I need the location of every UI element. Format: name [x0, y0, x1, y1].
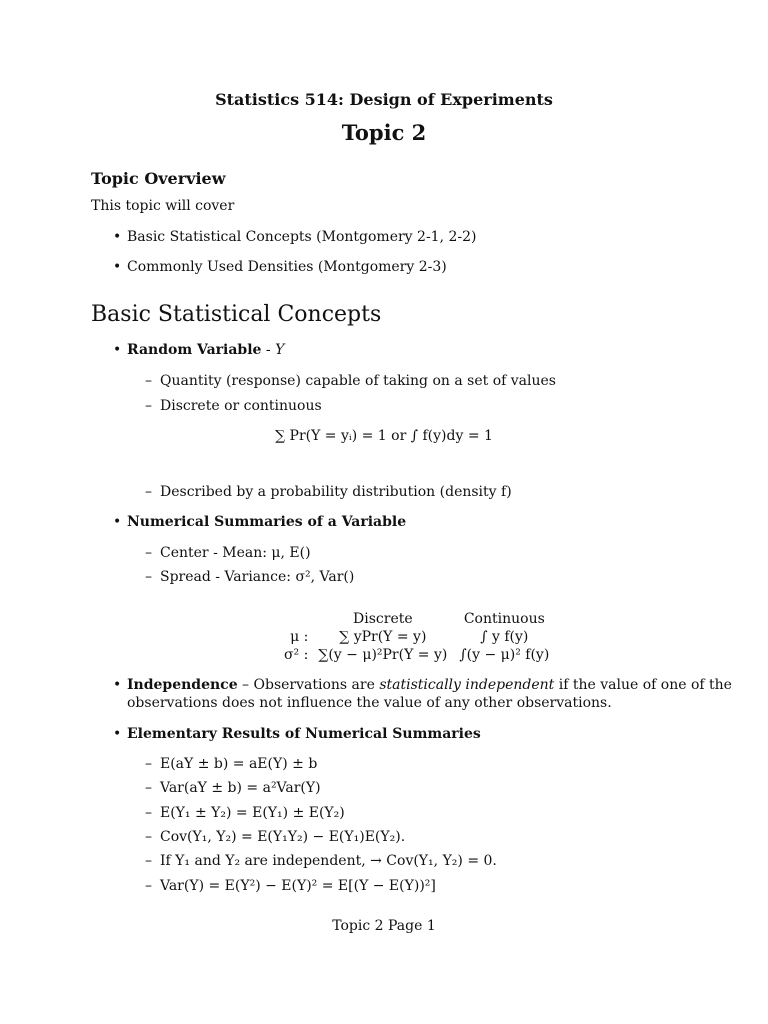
elementary-results-item	[127, 726, 481, 742]
rv-subitem: – Discrete or continuous	[160, 398, 322, 414]
independence-item	[127, 677, 732, 693]
numerical-summaries-label: Numerical Summaries of a Variable	[127, 514, 407, 530]
page-footer: Topic 2 Page 1	[332, 918, 436, 934]
table-row	[278, 610, 555, 628]
random-variable-item	[127, 342, 284, 358]
random-variable-sep: -	[261, 342, 276, 358]
elementary-result: – E(aY ± b) = aE(Y) ± b	[160, 756, 317, 772]
independence-label: Independence	[127, 677, 238, 693]
table-cell-empty	[278, 610, 312, 628]
independence-text-a: – Observations are	[237, 677, 380, 693]
row-label-mu: μ :	[290, 629, 309, 645]
summary-table	[278, 610, 555, 664]
section-heading: Basic Statistical Concepts	[91, 302, 382, 327]
course-title: Statistics 514: Design of Experiments	[215, 90, 553, 109]
col-header-continuous: Continuous	[463, 611, 545, 627]
random-variable-label: Random Variable	[127, 342, 262, 358]
overview-heading: Topic Overview	[91, 169, 226, 188]
table-row	[278, 628, 555, 646]
topic-title: Topic 2	[341, 120, 427, 145]
table-row	[278, 646, 555, 664]
row-label-sigma: σ² :	[284, 647, 309, 663]
elementary-results-label: Elementary Results of Numerical Summaries	[127, 726, 481, 742]
overview-intro: This topic will cover	[91, 198, 235, 214]
cell-mu-discrete: ∑ yPr(Y = y)	[339, 629, 427, 645]
elementary-result: – Var(aY ± b) = a²Var(Y)	[160, 780, 321, 796]
center-item: – Center - Mean: μ, E()	[160, 545, 311, 561]
cell-sigma-continuous: ∫(y − μ)² f(y)	[459, 647, 550, 663]
independence-line2: observations does not influence the value of any other observations.	[127, 695, 612, 711]
overview-item: • Basic Statistical Concepts (Montgomery 2-1, 2-2)	[127, 229, 477, 245]
elementary-result: – Cov(Y₁, Y₂) = E(Y₁Y₂) − E(Y₁)E(Y₂).	[160, 829, 405, 845]
independence-text-b: if the value of one of the	[554, 677, 732, 693]
spread-item: – Spread - Variance: σ², Var()	[160, 569, 354, 585]
cell-sigma-discrete: ∑(y − μ)²Pr(Y = y)	[318, 647, 448, 663]
random-variable-symbol: Y	[275, 342, 285, 358]
rv-subitem: – Quantity (response) capable of taking on a set of values	[160, 373, 556, 389]
overview-item: • Commonly Used Densities (Montgomery 2-3)	[127, 259, 447, 275]
independence-emphasis: statistically independent	[379, 677, 555, 693]
probability-equation: ∑ Pr(Y = yᵢ) = 1 or ∫ f(y)dy = 1	[275, 428, 493, 444]
numerical-summaries-item	[127, 514, 406, 530]
rv-subitem: – Described by a probability distribution (density f)	[160, 484, 512, 500]
col-header-discrete: Discrete	[353, 611, 413, 627]
elementary-result: – If Y₁ and Y₂ are independent, → Cov(Y₁, Y₂) = 0.	[160, 853, 497, 869]
cell-mu-continuous: ∫ y f(y)	[480, 629, 529, 645]
elementary-result: – E(Y₁ ± Y₂) = E(Y₁) ± E(Y₂)	[160, 805, 345, 821]
elementary-result: – Var(Y) = E(Y²) − E(Y)² = E[(Y − E(Y))²]	[160, 878, 436, 894]
